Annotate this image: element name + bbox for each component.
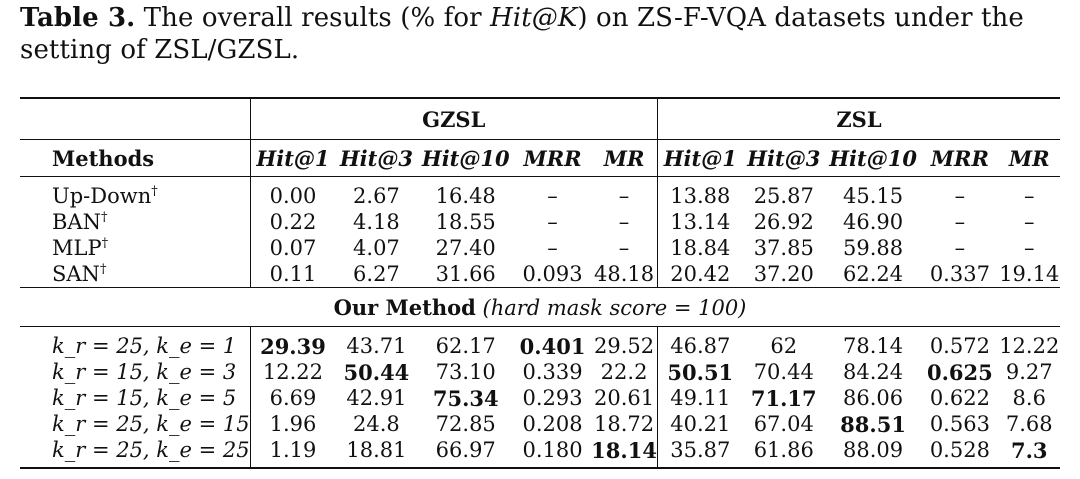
table-cell: –: [954, 236, 966, 260]
table-cell: 31.66: [435, 262, 496, 286]
metric-header: MRR: [930, 145, 989, 171]
table-cell: 13.88: [657, 177, 742, 210]
table-row: [20, 327, 1060, 360]
table-cell: 0.625: [927, 359, 993, 385]
table-cell: 1.19: [250, 437, 335, 468]
table-cell: 18.72: [593, 412, 655, 436]
metric-header-row: [20, 140, 1060, 177]
table-cell: 0.572: [929, 334, 990, 358]
table-cell: 0.11: [250, 261, 335, 288]
table-cell: 40.21: [657, 411, 742, 437]
method-label: SAN: [52, 262, 100, 286]
our-method-header-row: [20, 288, 1060, 327]
table-cell: 50.51: [657, 359, 742, 385]
group-gzsl: GZSL: [250, 98, 657, 140]
table-cell: 0.337: [929, 262, 990, 286]
table-cell: 18.81: [346, 438, 407, 462]
table-cell: 0.00: [250, 177, 335, 210]
metric-header: Hit@10: [829, 145, 917, 171]
dagger-mark: †: [101, 236, 109, 251]
table-cell: 88.09: [843, 438, 904, 462]
metric-header: Hit@3: [747, 145, 821, 171]
table-cell: 37.20: [753, 262, 814, 286]
table-cell: 46.87: [657, 327, 742, 360]
method-name: k_r = 15, k_e = 5: [52, 386, 237, 410]
our-method-note: (hard mask score = 100): [482, 295, 747, 320]
method-label: Up-Down: [52, 184, 152, 208]
method-name: [20, 209, 250, 235]
table-cell: 13.14: [657, 209, 742, 235]
table-cell: –: [1024, 236, 1035, 260]
method-name: k_r = 15, k_e = 3: [52, 360, 237, 384]
table-cell: 18.14: [591, 437, 657, 463]
table-cell: 29.39: [250, 327, 335, 360]
metric-header: Hit@1: [657, 140, 742, 177]
method-name: k_r = 25, k_e = 1: [52, 334, 237, 358]
dagger-mark: †: [99, 262, 107, 277]
table-cell: 59.88: [843, 236, 904, 260]
group-zsl: ZSL: [657, 98, 1060, 140]
table-cell: 0.208: [522, 412, 583, 436]
table-cell: –: [547, 210, 558, 234]
table-cell: 26.92: [753, 210, 814, 234]
metric-header: MR: [603, 145, 645, 171]
table-cell: 50.44: [343, 359, 410, 385]
table-cell: 37.85: [753, 236, 814, 260]
table-cell: 71.17: [750, 385, 817, 411]
table-cell: 75.34: [432, 385, 499, 411]
table-row: [20, 359, 1060, 385]
table-cell: 18.84: [657, 235, 742, 261]
table-cell: 16.48: [435, 184, 496, 208]
table-cell: 70.44: [753, 360, 814, 384]
table-cell: 9.27: [1005, 360, 1053, 384]
table-row: [20, 209, 1060, 235]
table-cell: 0.093: [522, 262, 583, 286]
table-cell: 42.91: [346, 386, 407, 410]
method-name: k_r = 25, k_e = 15: [52, 412, 250, 436]
table-cell: 22.2: [600, 360, 648, 384]
method-label: MLP: [52, 236, 102, 260]
table-cell: –: [547, 236, 558, 260]
table-cell: 0.401: [519, 333, 586, 359]
table-cell: 78.14: [843, 334, 904, 358]
table-cell: –: [618, 210, 630, 234]
table-cell: 7.68: [1005, 412, 1053, 436]
table-cell: 66.97: [435, 438, 496, 462]
table-cell: –: [1024, 184, 1035, 208]
table-cell: 12.22: [999, 334, 1060, 358]
table-cell: 62.24: [843, 262, 904, 286]
table-cell: –: [954, 184, 966, 208]
table-cell: 61.86: [753, 438, 814, 462]
method-name: [20, 261, 250, 288]
results-table: [20, 97, 1060, 469]
table-cell: 0.293: [522, 386, 583, 410]
table-cell: 48.18: [593, 262, 655, 286]
table-cell: 45.15: [843, 184, 904, 208]
metric-header: Hit@1: [250, 140, 335, 177]
caption-text-before: The overall results (% for: [135, 3, 491, 33]
caption-text-after: ) on ZS-F-VQA datasets under the setting of ZSL/GZSL.: [20, 3, 1024, 65]
table-cell: 29.52: [593, 334, 655, 358]
table-cell: 6.69: [250, 385, 335, 411]
caption-label: Table 3.: [20, 3, 136, 33]
metric-header: MRR: [523, 145, 582, 171]
table-cell: 7.3: [1010, 437, 1048, 463]
table-cell: 88.51: [840, 411, 906, 437]
table-row: [20, 411, 1060, 437]
table-cell: 27.40: [435, 236, 496, 260]
table-cell: 6.27: [353, 262, 400, 286]
table-cell: 84.24: [843, 360, 904, 384]
table-cell: –: [1024, 210, 1035, 234]
table-cell: 0.339: [522, 360, 583, 384]
dagger-mark: †: [151, 184, 158, 199]
table-cell: 0.07: [250, 235, 335, 261]
caption-metric: Hit@K: [490, 3, 578, 33]
table-cell: 25.87: [753, 184, 814, 208]
table-cell: 2.67: [353, 184, 400, 208]
table-cell: 49.11: [657, 385, 742, 411]
our-method-header: [20, 288, 1060, 327]
group-header-row: [20, 98, 1060, 140]
table-cell: 24.8: [353, 412, 400, 436]
table-cell: 0.563: [929, 412, 990, 436]
table-cell: 8.6: [1012, 386, 1046, 410]
table-cell: 4.07: [353, 236, 400, 260]
table-cell: 62: [770, 334, 798, 358]
table-row: [20, 385, 1060, 411]
table-cell: 12.22: [250, 359, 335, 385]
table-cell: 4.18: [353, 210, 400, 234]
table-cell: 0.622: [929, 386, 990, 410]
table-cell: 1.96: [250, 411, 335, 437]
table-cell: –: [547, 184, 558, 208]
table-row: [20, 177, 1060, 210]
dagger-mark: †: [100, 210, 108, 225]
table-cell: –: [954, 210, 966, 234]
methods-header: Methods: [52, 145, 155, 171]
table-cell: 0.528: [929, 438, 990, 462]
table-row: [20, 261, 1060, 288]
our-method-title: Our Method: [333, 294, 476, 320]
metric-header: Hit@3: [339, 145, 413, 171]
method-name: [20, 235, 250, 261]
table-cell: 43.71: [346, 334, 407, 358]
table-cell: –: [618, 184, 630, 208]
table-cell: 19.14: [999, 262, 1060, 286]
metric-header: Hit@10: [421, 145, 510, 171]
table-cell: 35.87: [657, 437, 742, 468]
table-cell: 20.61: [593, 386, 655, 410]
metric-header: MR: [1008, 145, 1050, 171]
table-cell: 86.06: [843, 386, 904, 410]
table-caption: [20, 2, 1070, 66]
table-cell: 18.55: [435, 210, 496, 234]
table-cell: 0.180: [522, 438, 583, 462]
table-cell: 0.22: [250, 209, 335, 235]
table-cell: 67.04: [753, 412, 814, 436]
table-cell: –: [618, 236, 630, 260]
table-cell: 62.17: [435, 334, 496, 358]
table-cell: 20.42: [657, 261, 742, 288]
table-cell: 46.90: [843, 210, 904, 234]
table-cell: 73.10: [435, 360, 496, 384]
table-row: [20, 235, 1060, 261]
method-name: [20, 177, 250, 210]
table-row: [20, 437, 1060, 468]
method-label: BAN: [52, 210, 101, 234]
table-cell: 72.85: [435, 412, 496, 436]
method-name: k_r = 25, k_e = 25: [52, 438, 250, 462]
